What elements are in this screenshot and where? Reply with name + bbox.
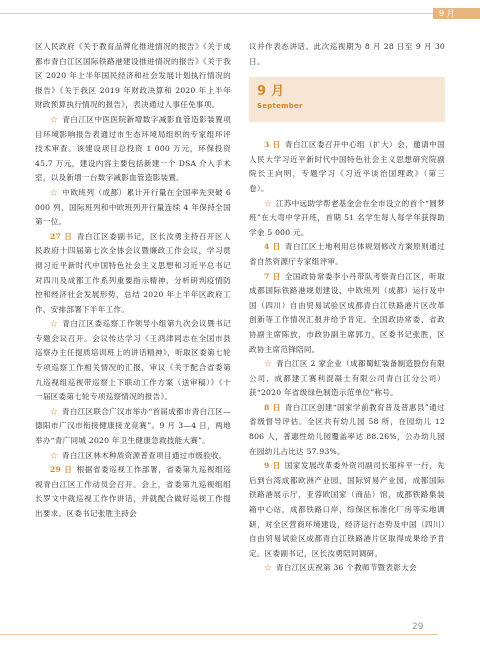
continued-paragraph: 议并作表态讲话。此次巡视期为 8 月 28 日至 9 月 30 日。 xyxy=(249,42,445,66)
month-tab: 9 月 xyxy=(433,8,480,19)
entry-paragraph xyxy=(249,240,445,269)
entry-paragraph xyxy=(35,230,231,318)
entry-date: 9 日 xyxy=(264,461,281,471)
entry-paragraph xyxy=(249,561,445,576)
month-heading-box xyxy=(249,77,445,122)
star-marker: ☆ xyxy=(50,406,58,416)
entry-paragraph xyxy=(249,197,445,241)
star-marker: ☆ xyxy=(50,114,59,124)
star-marker: ☆ xyxy=(50,187,59,197)
star-marker: ☆ xyxy=(264,198,272,208)
entry-text: 根据省委巡视工作部署，省委第九巡视组巡视青白江区工作动员会召开。会上，省委第九巡视组组长罗文中就巡视工作作讲话，并就配合做好巡视工作提出要求。区委书记张胜主持会 xyxy=(35,465,231,518)
page-number: 29 xyxy=(412,622,424,632)
entry-date: 8 日 xyxy=(264,402,281,412)
star-marker: ☆ xyxy=(264,359,272,369)
top-rule xyxy=(0,13,433,14)
entry-text: 青白江区联合广汉市举办“首届成都市青白江区—德阳市广汉市衔接健康接龙竞赛”。9 月 3—4 日，两地举办“青广同城 2020 年卫生健康急救技能大赛”。 xyxy=(35,406,231,446)
entry-paragraph xyxy=(249,138,445,196)
entry-text: 全国政协常委李小丹带队考察青白江区，听取成都国际铁路港规划建设、中欧班列（成都）运行及中国（四川）自由贸易试验区成都青白江铁路港片区改革创新等工作情况汇报并给予肯定。全国政协常委、省政协副主席陈放，市政协副主席郭力，区委书记张胜，区政协主席范锋陪同。 xyxy=(249,271,445,354)
entry-text: 青白江区庆祝第 36 个教师节暨表彰大会 xyxy=(275,563,417,573)
entry-text: 青白江区林木种质资源普查项目通过市级验收。 xyxy=(61,450,227,460)
entry-paragraph xyxy=(35,405,231,449)
entry-date: 7 日 xyxy=(264,271,281,281)
entry-text: 青白江区土地利用总体规划修改方案原则通过省自然资源厅专家组评审。 xyxy=(249,242,445,266)
entry-text: 青白江区 2 家企业（成都蜀虹装备制造股份有限公司、成都建工赛利混凝土有限公司青白江分公司）获“2020 年省级绿色制造示范单位”称号。 xyxy=(249,359,445,398)
entry-text: 国家发展改革委外资司副司长邬梓平一行，先后到台湾成都欧洲产业园，国际贸易产业园，成都国际铁路港展示厅，亚蓉欧国家（商品）馆，成都铁路集装箱中心站，成都铁路口岸，综保区标准化厂房等实地调研，对全区营商环境建设，经济运行态势及中国（四川）自由贸易试验区成都青白江铁路港片区取得成果给予肯定。区委副书记，区长汝勇陪同调研。 xyxy=(249,461,445,558)
entry-paragraph xyxy=(35,449,231,464)
entry-text: 区人民政府《关于教育品牌化推进情况的报告》《关于成都市青白江区国际铁路港建设推进情况的报告》《关于我区 2020 年上半年国民经济和社会发展计划执行情况的报告》《关于我区 2019 年财政决算和 2020 年上半年财政预算执行情况的报告》，表决通过人事任免事项。 xyxy=(35,42,231,110)
star-marker: ☆ xyxy=(50,319,59,329)
entry-text: 青白江区委副书记，区长汝勇主持召开区人民政府十四届第七次全体会议暨廉政工作会议，学习贯彻习近平新时代中国特色社会主义思想和习近平总书记对四川及成都工作系列重要指示精神，分析研判疫情防控和经济社会发展形势，总结 2020 年上半年区政府工作，安排部署下半年工作。 xyxy=(35,231,231,314)
entry-paragraph xyxy=(249,401,445,459)
left-column xyxy=(35,40,231,522)
entry-date: 3 日 xyxy=(264,140,281,150)
entry-date: 27 日 xyxy=(50,231,73,241)
entry-paragraph xyxy=(35,186,231,230)
entry-text: 江苏中远助学帮老基金会在全市设立的首个“圆梦班”在大弯中学开班，首期 51 名学生每人每学年获得助学金 5 000 元。 xyxy=(249,198,445,237)
right-column xyxy=(249,40,445,576)
entry-paragraph xyxy=(35,317,231,405)
entry-paragraph xyxy=(249,459,445,561)
entry-paragraph xyxy=(35,463,231,521)
right-entries xyxy=(249,138,445,576)
entry-paragraph xyxy=(35,113,231,186)
entry-paragraph xyxy=(35,40,231,113)
entry-text: 青白江区委巡察工作领导小组第九次会议暨书记专题会议召开。会议传达学习《王鸿津同志在全国市县巡察办主任提质培训班上的讲话精神》，听取区委第七轮专项巡察工作相关情况的汇报，审议《关于配合省委第九巡视组巡视带巡察上下联动工作方案（送审稿）》《十一届区委第七轮专项巡察情况的报告》。 xyxy=(35,319,232,402)
entry-text: 青白江区委召开中心组（扩大）会，邀请中国人民大学习近平新时代中国特色社会主义思想研究院副院长王向明，专题学习《习近平谈治国理政》（第三卷）。 xyxy=(249,140,445,193)
entry-text: 中欧班列（成都）累计开行量在全国率先突破 6 000 列，国际班列和中欧班列开行量连续 4 年保持全国第一位。 xyxy=(35,187,232,227)
star-marker: ☆ xyxy=(50,450,58,460)
entry-date: 4 日 xyxy=(264,242,281,252)
month-title: 9 月 xyxy=(257,84,285,100)
month-subtitle: September xyxy=(257,102,303,111)
bottom-rule xyxy=(0,634,438,635)
entry-paragraph xyxy=(249,270,445,358)
entry-text: 青白江区中医医院新增数字减影血管造影装置项目环境影响报告表通过市生态环境局组织的专家组环评技术审查。该建设项目总投资 1 000 万元，环保投资 45.7 万元，建设内容主要包括新建一个 DSA 介入手术室，以及新增一台数字减影血管造影装置。 xyxy=(35,114,232,183)
entry-text: 青白江区创建“国家学前教育普及普惠县”通过省级督导评估。全区共有幼儿园 58 所，在园幼儿 12 806 人，普惠性幼儿园覆盖率达 88.26%，公办幼儿园在园幼儿占比达 57.93%。 xyxy=(249,402,445,456)
star-marker: ☆ xyxy=(264,563,272,573)
entry-paragraph xyxy=(249,357,445,401)
entry-date: 29 日 xyxy=(50,465,73,475)
